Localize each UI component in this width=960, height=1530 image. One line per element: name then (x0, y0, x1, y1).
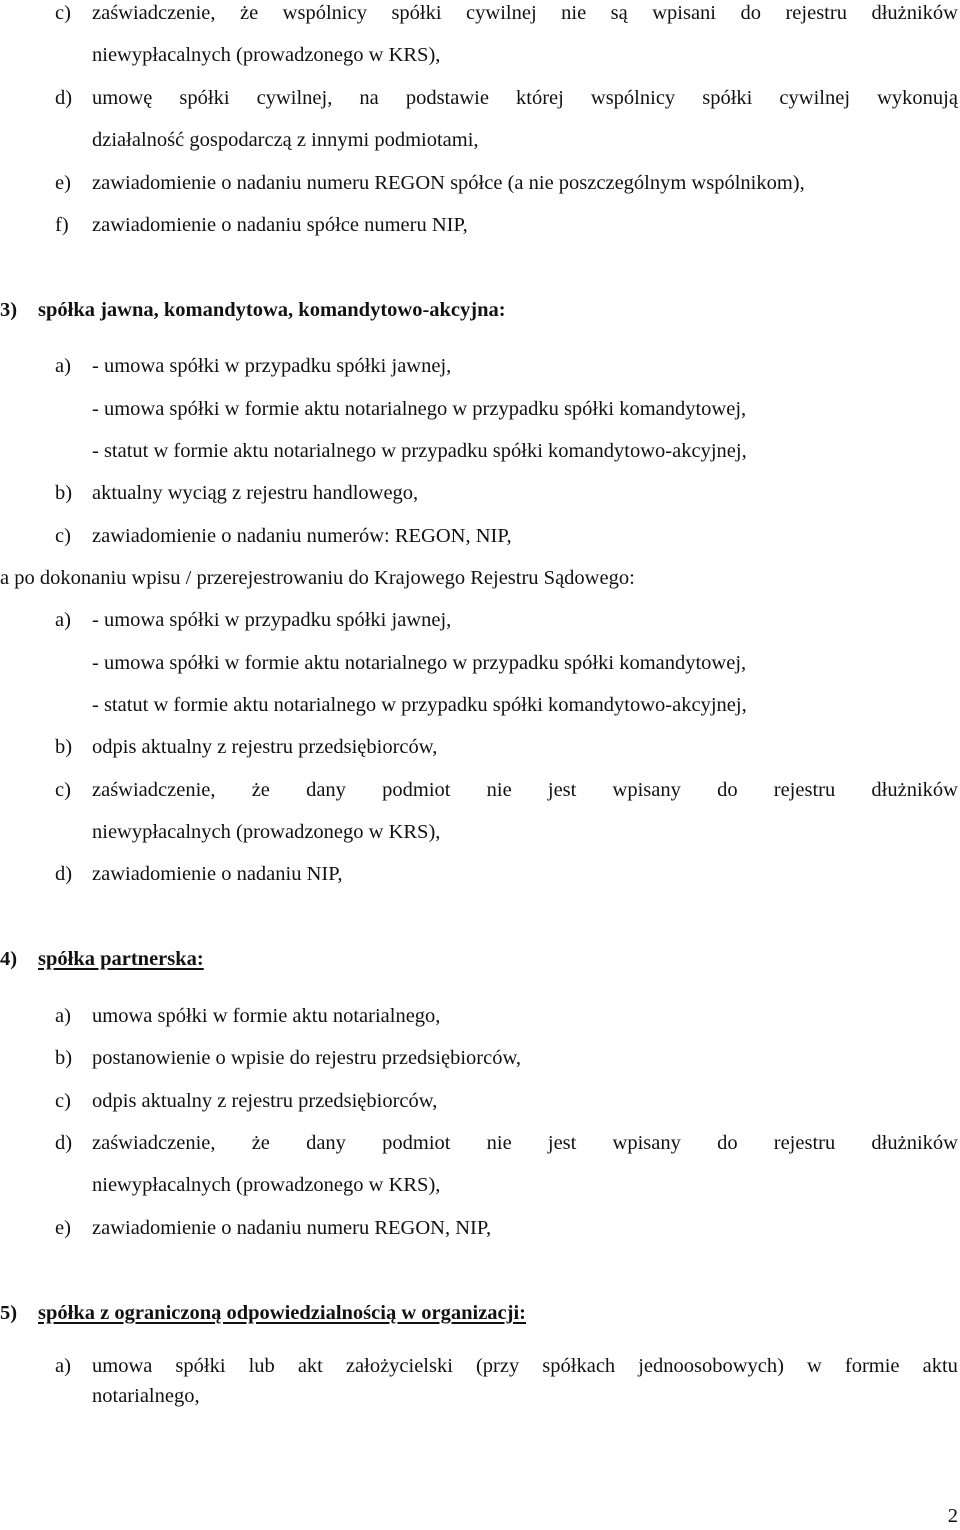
word: jest (547, 1132, 577, 1154)
list-label: a) (55, 1005, 71, 1027)
word: cywilnej, (256, 87, 333, 109)
list-item-c: odpis aktualny z rejestru przedsiębiorców, (92, 1090, 438, 1112)
list-label: c) (55, 1090, 71, 1112)
list-label: d) (55, 1132, 73, 1154)
list-item-c-line2: niewypłacalnych (prowadzonego w KRS), (92, 821, 441, 843)
word: rejestru (773, 779, 836, 801)
page-number: 2 (947, 1505, 958, 1527)
list-label: d) (55, 87, 73, 109)
word: cywilnej (466, 2, 537, 24)
word: nie (561, 2, 587, 24)
list-item-d-line1 (92, 86, 958, 110)
list-label: c) (55, 525, 71, 547)
list-label: f) (55, 214, 69, 236)
word: której (516, 87, 564, 109)
word: że (251, 1132, 270, 1154)
word: wykonują (877, 87, 958, 109)
word: do (717, 1132, 738, 1154)
paragraph-after-krs: a po dokonaniu wpisu / przerejestrowaniu do Krajowego Rejestru Sądowego: (0, 567, 635, 589)
word: cywilnej (779, 87, 851, 109)
word: aktu (922, 1355, 958, 1377)
word: rejestru (773, 1132, 836, 1154)
word: nie (486, 1132, 512, 1154)
word: do (740, 2, 761, 24)
list-item-a: umowa spółki w formie aktu notarialnego, (92, 1005, 441, 1027)
list-item-c: zawiadomienie o nadaniu numerów: REGON, NIP, (92, 525, 512, 547)
word: że (239, 2, 259, 24)
list-item-a-line2: - umowa spółki w formie aktu notarialnego w przypadku spółki komandytowej, (92, 398, 747, 420)
section-number: 3) (0, 299, 18, 321)
word: zaświadczenie, (92, 779, 216, 801)
word: wspólnicy (282, 2, 367, 24)
word: spółki (702, 87, 753, 109)
list-label: a) (55, 355, 71, 377)
word: dany (306, 1132, 346, 1154)
list-item-b: postanowienie o wpisie do rejestru przedsiębiorców, (92, 1047, 522, 1069)
list-item-f: zawiadomienie o nadaniu spółce numeru NIP, (92, 214, 468, 236)
list-item-a-line3: - statut w formie aktu notarialnego w przypadku spółki komandytowo-akcyjnej, (92, 440, 747, 462)
word: podmiot (382, 779, 451, 801)
word: spółki (391, 2, 442, 24)
list-label: d) (55, 863, 73, 885)
list-label: a) (55, 609, 71, 631)
word: wpisany (612, 779, 681, 801)
word: spółki (179, 87, 230, 109)
word: umowa (92, 1355, 153, 1377)
word: spółkach (542, 1355, 616, 1377)
list-item-a-line1 (92, 1354, 958, 1378)
list-item-d-line2: niewypłacalnych (prowadzonego w KRS), (92, 1174, 441, 1196)
list-label: b) (55, 736, 73, 758)
list-label: c) (55, 779, 71, 801)
list-item-a-line2: notarialnego, (92, 1385, 200, 1407)
word: do (717, 779, 738, 801)
word: (przy (475, 1355, 520, 1377)
word: spółki (175, 1355, 226, 1377)
word: umowę (92, 87, 153, 109)
word: dłużników (871, 2, 958, 24)
word: w (807, 1355, 822, 1377)
word: dłużników (871, 1132, 958, 1154)
word: że (251, 779, 270, 801)
list-item-b: aktualny wyciąg z rejestru handlowego, (92, 482, 419, 504)
word: akt (297, 1355, 323, 1377)
section-number: 4) (0, 948, 18, 970)
list-item-d: zawiadomienie o nadaniu NIP, (92, 863, 343, 885)
word: podmiot (382, 1132, 451, 1154)
list-label: b) (55, 1047, 73, 1069)
list-label: b) (55, 482, 73, 504)
list-label: a) (55, 1355, 71, 1377)
list-label: e) (55, 172, 71, 194)
word: zaświadczenie, (92, 1132, 216, 1154)
word: dłużników (871, 779, 958, 801)
word: wpisany (612, 1132, 681, 1154)
list-item-c-line1 (92, 778, 958, 802)
list-item-e: zawiadomienie o nadaniu numeru REGON spółce (a nie poszczególnym wspólnikom), (92, 172, 805, 194)
word: podstawie (405, 87, 489, 109)
list-item-e: zawiadomienie o nadaniu numeru REGON, NIP, (92, 1217, 492, 1239)
word: rejestru (785, 2, 847, 24)
section-heading: spółka z ograniczoną odpowiedzialnością w organizacji: (38, 1302, 527, 1324)
word: jest (547, 779, 577, 801)
list-item-c-line1 (92, 1, 958, 25)
word: zaświadczenie, (92, 2, 216, 24)
word: lub (248, 1355, 275, 1377)
list-item-a-line1: - umowa spółki w przypadku spółki jawnej, (92, 609, 452, 631)
word: nie (486, 779, 512, 801)
list-item-b: odpis aktualny z rejestru przedsiębiorców, (92, 736, 438, 758)
word: na (359, 87, 379, 109)
word: wspólnicy (590, 87, 676, 109)
word: są (610, 2, 628, 24)
section-heading: spółka partnerska: (38, 948, 204, 970)
word: dany (306, 779, 346, 801)
list-item-c-line2: niewypłacalnych (prowadzonego w KRS), (92, 44, 441, 66)
list-item-d-line1 (92, 1131, 958, 1155)
list-item-a-line1: - umowa spółki w przypadku spółki jawnej, (92, 355, 452, 377)
word: wpisani (652, 2, 716, 24)
list-label: e) (55, 1217, 71, 1239)
list-item-a-line3: - statut w formie aktu notarialnego w przypadku spółki komandytowo-akcyjnej, (92, 694, 747, 716)
list-item-a-line2: - umowa spółki w formie aktu notarialnego w przypadku spółki komandytowej, (92, 652, 747, 674)
word: założycielski (345, 1355, 453, 1377)
list-item-d-line2: działalność gospodarczą z innymi podmiotami, (92, 129, 479, 151)
word: formie (844, 1355, 900, 1377)
section-number: 5) (0, 1302, 18, 1324)
list-label: c) (55, 2, 71, 24)
section-heading: spółka jawna, komandytowa, komandytowo-akcyjna: (38, 299, 506, 321)
word: jednoosobowych) (638, 1355, 784, 1377)
